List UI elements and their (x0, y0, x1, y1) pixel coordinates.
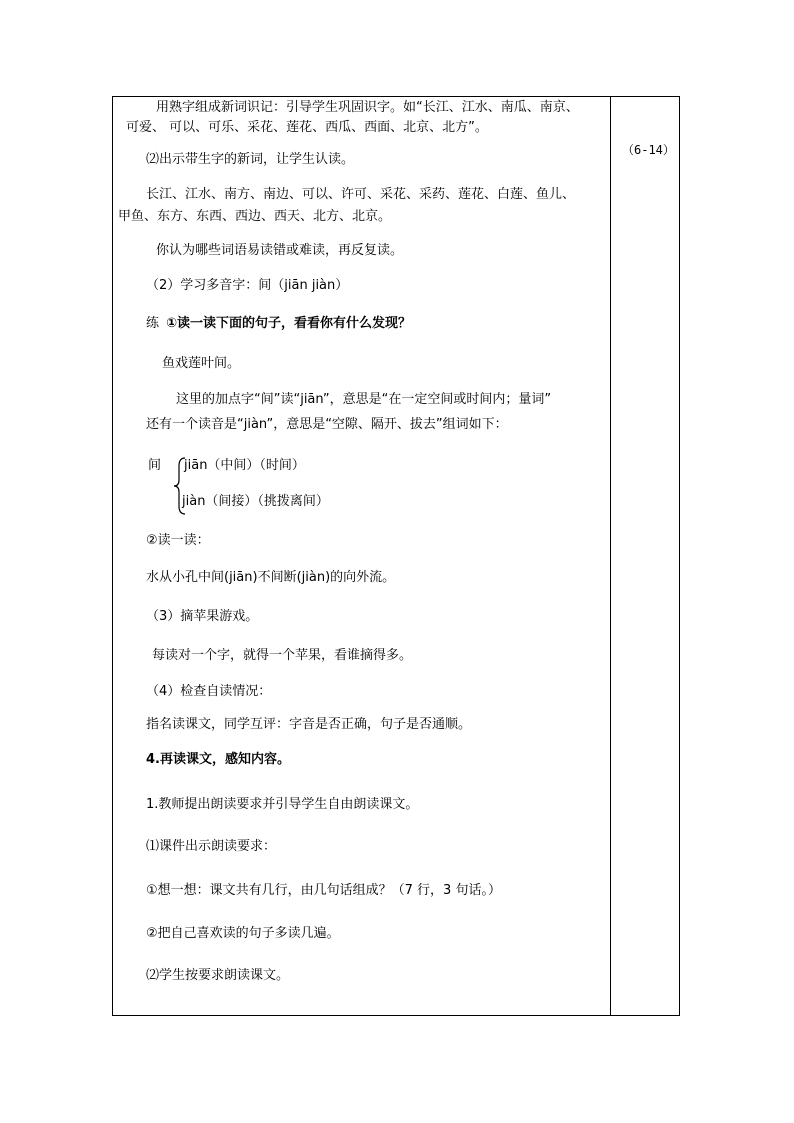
text-line: ②把自己喜欢读的句子多读几遍。 (146, 926, 340, 941)
text-line: 你认为哪些词语易读错或难读，再反复读。 (156, 243, 404, 258)
exercise-tag: 练 (146, 316, 160, 331)
text-line: ②读一读： (146, 533, 210, 548)
section-heading: 4.再读课文，感知内容。 (146, 752, 290, 767)
text-line: （4）检查自读情况： (146, 684, 272, 699)
text-line: ⑴课件出示朗读要求： (146, 839, 277, 854)
text-line: ⑵出示带生字的新词，让学生认读。 (146, 152, 355, 167)
text-line: jiàn（间接）（挑拨离间） (182, 494, 329, 509)
text-line: 鱼戏莲叶间。 (162, 356, 241, 371)
lesson-table (112, 96, 680, 1016)
text-line: 1.教师提出朗读要求并引导学生自由朗读课文。 (146, 797, 419, 812)
text-line: jiān（中间）（时间） (184, 458, 305, 473)
text-line: ①读一读下面的句子，看看你有什么发现？ (166, 316, 412, 331)
text-line: 这里的加点字“间”读“jiān”，意思是“在一定空间或时间内；量词” (176, 392, 552, 407)
text-line: ⑵学生按要求朗读课文。 (146, 968, 290, 983)
text-line: （3）摘苹果游戏。 (146, 609, 259, 624)
text-line: 甲鱼、东方、东西、西边、西天、北方、北京。 (118, 209, 392, 224)
text-line: （2）学习多音字：间（jiān jiàn） (146, 278, 349, 293)
text-line: 用熟字组成新词识记：引导学生巩固识字。如“长江、江水、南瓜、南京、 (156, 100, 579, 115)
text-line: 水从小孔中间(jiān)不间断(jiàn)的向外流。 (146, 570, 396, 585)
text-line: 还有一个读音是“jiàn”，意思是“空隙、隔开、拔去”组词如下： (146, 417, 508, 432)
text-line: 长江、江水、南方、南边、可以、许可、采花、采药、莲花、白莲、鱼儿、 (146, 187, 576, 202)
text-line: ①想一想：课文共有几行，由几句话组成？（7 行，3 句话。） (146, 883, 501, 898)
text-line: 每读对一个字，就得一个苹果，看谁摘得多。 (152, 648, 413, 663)
column-divider (610, 96, 611, 1016)
text-line: 指名读课文，同学互评：字音是否正确，句子是否通顺。 (146, 717, 472, 732)
time-allocation: （6-14） (622, 143, 675, 157)
text-line: 可爱、 可以、可乐、采花、莲花、西瓜、西面、北京、北方”。 (126, 120, 488, 135)
polyphone-char: 间 (148, 458, 162, 473)
